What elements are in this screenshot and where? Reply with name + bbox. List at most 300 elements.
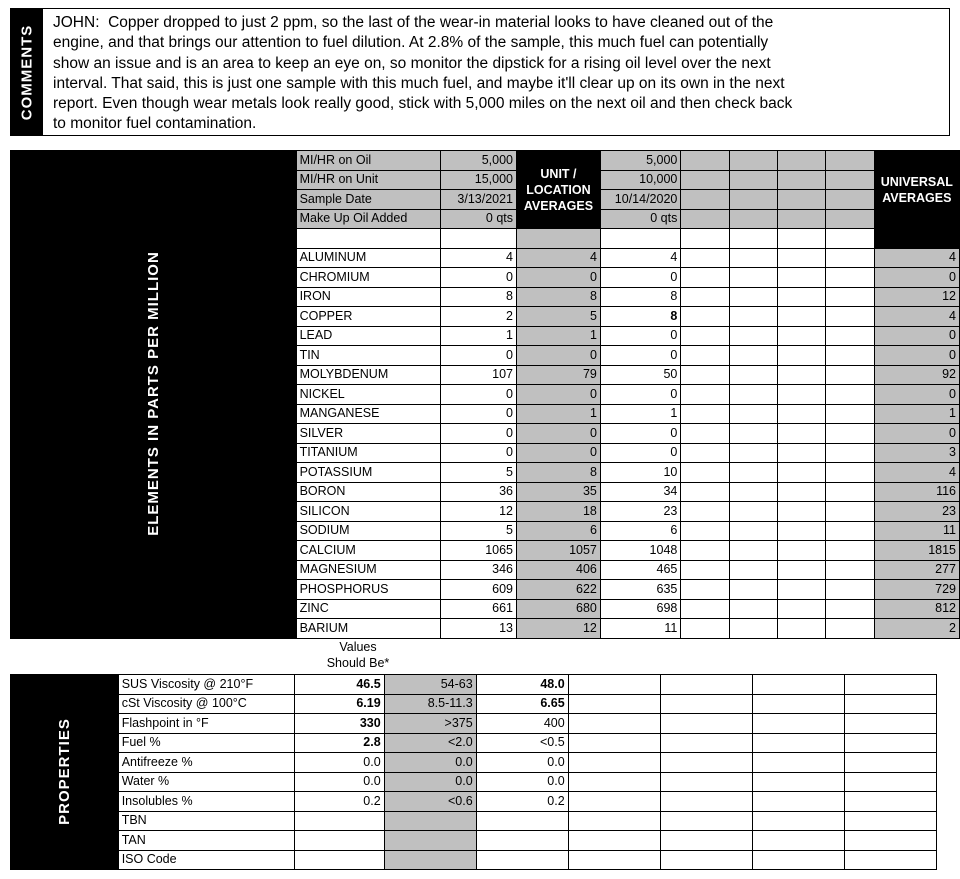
- spacer-cell: [517, 229, 601, 249]
- element-name: SILVER: [296, 424, 441, 444]
- element-universal-average: 4: [874, 307, 959, 327]
- element-universal-average: 812: [874, 599, 959, 619]
- header-empty-cell: [681, 190, 729, 210]
- property-name: Water %: [118, 772, 294, 792]
- property-empty-cell: [844, 792, 936, 812]
- element-universal-average: 3: [874, 443, 959, 463]
- property-empty-cell: [844, 675, 936, 695]
- element-empty-cell: [826, 580, 874, 600]
- property-empty-cell: [568, 714, 660, 734]
- element-universal-average: 4: [874, 248, 959, 268]
- element-empty-cell: [826, 463, 874, 483]
- property-current-value: 0.0: [294, 753, 384, 773]
- element-universal-average: 2: [874, 619, 959, 639]
- header-empty-cell: [826, 190, 874, 210]
- element-name: POTASSIUM: [296, 463, 441, 483]
- element-empty-cell: [777, 424, 825, 444]
- property-empty-cell: [568, 694, 660, 714]
- element-name: BARIUM: [296, 619, 441, 639]
- element-previous-value: 0: [600, 385, 680, 405]
- property-previous-value: 6.65: [476, 694, 568, 714]
- element-empty-cell: [681, 502, 729, 522]
- comments-text: JOHN: Copper dropped to just 2 ppm, so the last of the wear-in material looks to have cleaned out of the engine, and that brings our attention to fuel dilution. At 2.8% of the sample, this much fuel can potentially show an issue and is an area to keep an eye on, so monitor the dipstick for a rising oil level over the next interval. That said, this is just one sample with this much fuel, and maybe it'll clear up on its own in the next report. Even though wear metals look really good, stick with 5,000 miles on the next oil and then check back to monitor fuel contamination.: [53, 14, 793, 133]
- element-current-value: 13: [441, 619, 517, 639]
- property-row: [11, 831, 937, 851]
- element-empty-cell: [826, 287, 874, 307]
- element-previous-value: 34: [600, 482, 680, 502]
- property-empty-cell: [568, 811, 660, 831]
- property-empty-cell: [752, 772, 844, 792]
- element-name: CALCIUM: [296, 541, 441, 561]
- element-universal-average: 0: [874, 346, 959, 366]
- property-row: [11, 811, 937, 831]
- element-previous-value: 10: [600, 463, 680, 483]
- property-should-be-value: 8.5-11.3: [384, 694, 476, 714]
- element-empty-cell: [681, 599, 729, 619]
- element-empty-cell: [777, 560, 825, 580]
- property-empty-cell: [844, 850, 936, 870]
- element-empty-cell: [681, 521, 729, 541]
- properties-side-label-text: PROPERTIES: [55, 718, 73, 825]
- element-empty-cell: [826, 268, 874, 288]
- header-empty-cell: [826, 151, 874, 171]
- property-empty-cell: [660, 850, 752, 870]
- element-unit-average: 0: [517, 443, 601, 463]
- element-name: MAGNESIUM: [296, 560, 441, 580]
- property-empty-cell: [568, 675, 660, 695]
- property-empty-cell: [660, 753, 752, 773]
- element-current-value: 4: [441, 248, 517, 268]
- element-empty-cell: [826, 424, 874, 444]
- properties-table: [10, 674, 937, 870]
- element-empty-cell: [729, 482, 777, 502]
- property-empty-cell: [844, 831, 936, 851]
- element-empty-cell: [777, 619, 825, 639]
- element-empty-cell: [777, 463, 825, 483]
- element-universal-average: 23: [874, 502, 959, 522]
- spacer-cell: [826, 229, 874, 249]
- header-previous-value: 10/14/2020: [600, 190, 680, 210]
- element-name: TITANIUM: [296, 443, 441, 463]
- element-universal-average: 11: [874, 521, 959, 541]
- element-name: MANGANESE: [296, 404, 441, 424]
- property-row: [11, 733, 937, 753]
- element-empty-cell: [729, 424, 777, 444]
- element-empty-cell: [826, 365, 874, 385]
- element-previous-value: 4: [600, 248, 680, 268]
- header-label: Sample Date: [296, 190, 441, 210]
- element-empty-cell: [826, 599, 874, 619]
- property-previous-value: 0.0: [476, 772, 568, 792]
- property-empty-cell: [568, 792, 660, 812]
- element-empty-cell: [826, 307, 874, 327]
- element-empty-cell: [777, 248, 825, 268]
- element-empty-cell: [729, 463, 777, 483]
- element-unit-average: 35: [517, 482, 601, 502]
- header-current-value: 0 qts: [441, 209, 517, 229]
- header-label: MI/HR on Oil: [296, 151, 441, 171]
- element-previous-value: 8: [600, 307, 680, 327]
- element-empty-cell: [681, 404, 729, 424]
- element-current-value: 2: [441, 307, 517, 327]
- property-name: Antifreeze %: [118, 753, 294, 773]
- element-unit-average: 680: [517, 599, 601, 619]
- element-unit-average: 4: [517, 248, 601, 268]
- element-empty-cell: [777, 580, 825, 600]
- element-empty-cell: [729, 385, 777, 405]
- element-current-value: 36: [441, 482, 517, 502]
- header-previous-value: 0 qts: [600, 209, 680, 229]
- element-unit-average: 18: [517, 502, 601, 522]
- element-previous-value: 11: [600, 619, 680, 639]
- property-previous-value: [476, 850, 568, 870]
- comments-side-label: [11, 9, 43, 135]
- element-empty-cell: [681, 560, 729, 580]
- property-empty-cell: [844, 772, 936, 792]
- property-should-be-value: <2.0: [384, 733, 476, 753]
- element-empty-cell: [826, 385, 874, 405]
- element-empty-cell: [681, 541, 729, 561]
- element-current-value: 107: [441, 365, 517, 385]
- element-empty-cell: [729, 443, 777, 463]
- element-empty-cell: [681, 443, 729, 463]
- element-empty-cell: [777, 346, 825, 366]
- element-previous-value: 0: [600, 443, 680, 463]
- element-empty-cell: [681, 424, 729, 444]
- property-empty-cell: [844, 694, 936, 714]
- property-empty-cell: [752, 850, 844, 870]
- property-should-be-value: 0.0: [384, 772, 476, 792]
- element-unit-average: 6: [517, 521, 601, 541]
- spacer-cell: [777, 229, 825, 249]
- element-previous-value: 0: [600, 326, 680, 346]
- property-empty-cell: [660, 772, 752, 792]
- element-empty-cell: [777, 287, 825, 307]
- element-previous-value: 0: [600, 346, 680, 366]
- element-empty-cell: [681, 365, 729, 385]
- element-empty-cell: [777, 268, 825, 288]
- property-row: [11, 714, 937, 734]
- property-empty-cell: [568, 753, 660, 773]
- element-current-value: 609: [441, 580, 517, 600]
- element-unit-average: 622: [517, 580, 601, 600]
- element-current-value: 0: [441, 385, 517, 405]
- header-current-value: 15,000: [441, 170, 517, 190]
- element-name: CHROMIUM: [296, 268, 441, 288]
- element-empty-cell: [777, 521, 825, 541]
- property-row: [11, 675, 937, 695]
- element-empty-cell: [777, 443, 825, 463]
- property-current-value: [294, 850, 384, 870]
- element-current-value: 1065: [441, 541, 517, 561]
- spacer-cell: [600, 229, 680, 249]
- header-empty-cell: [729, 209, 777, 229]
- element-universal-average: 116: [874, 482, 959, 502]
- element-universal-average: 0: [874, 268, 959, 288]
- property-name: ISO Code: [118, 850, 294, 870]
- property-empty-cell: [752, 714, 844, 734]
- property-empty-cell: [752, 792, 844, 812]
- property-name: Insolubles %: [118, 792, 294, 812]
- property-row: [11, 772, 937, 792]
- property-empty-cell: [752, 694, 844, 714]
- element-universal-average: 0: [874, 326, 959, 346]
- element-empty-cell: [729, 268, 777, 288]
- element-universal-average: 277: [874, 560, 959, 580]
- element-empty-cell: [826, 560, 874, 580]
- element-empty-cell: [777, 482, 825, 502]
- element-current-value: 8: [441, 287, 517, 307]
- property-empty-cell: [752, 811, 844, 831]
- element-unit-average: 0: [517, 268, 601, 288]
- header-empty-cell: [777, 151, 825, 171]
- comments-label-text: COMMENTS: [18, 24, 36, 120]
- property-previous-value: [476, 811, 568, 831]
- property-should-be-value: >375: [384, 714, 476, 734]
- property-previous-value: 48.0: [476, 675, 568, 695]
- element-empty-cell: [777, 326, 825, 346]
- element-empty-cell: [681, 326, 729, 346]
- spacer-cell: [874, 229, 959, 249]
- property-name: Flashpoint in °F: [118, 714, 294, 734]
- element-unit-average: 79: [517, 365, 601, 385]
- element-universal-average: 1: [874, 404, 959, 424]
- element-unit-average: 0: [517, 424, 601, 444]
- property-previous-value: 0.2: [476, 792, 568, 812]
- element-empty-cell: [681, 463, 729, 483]
- element-previous-value: 50: [600, 365, 680, 385]
- element-empty-cell: [826, 619, 874, 639]
- spacer-cell: [729, 229, 777, 249]
- element-empty-cell: [681, 482, 729, 502]
- spacer-cell: [681, 229, 729, 249]
- property-current-value: [294, 811, 384, 831]
- element-empty-cell: [681, 580, 729, 600]
- comments-box: [10, 8, 950, 136]
- header-empty-cell: [777, 190, 825, 210]
- element-empty-cell: [729, 326, 777, 346]
- element-current-value: 12: [441, 502, 517, 522]
- property-empty-cell: [660, 831, 752, 851]
- property-should-be-value: 54-63: [384, 675, 476, 695]
- element-empty-cell: [729, 502, 777, 522]
- header-empty-cell: [681, 209, 729, 229]
- property-current-value: 46.5: [294, 675, 384, 695]
- header-empty-cell: [777, 170, 825, 190]
- spacer-cell: [296, 229, 441, 249]
- element-unit-average: 1: [517, 326, 601, 346]
- element-empty-cell: [729, 365, 777, 385]
- property-row: [11, 753, 937, 773]
- element-empty-cell: [777, 541, 825, 561]
- property-empty-cell: [660, 675, 752, 695]
- element-name: IRON: [296, 287, 441, 307]
- element-unit-average: 12: [517, 619, 601, 639]
- property-empty-cell: [568, 831, 660, 851]
- property-previous-value: <0.5: [476, 733, 568, 753]
- element-current-value: 0: [441, 268, 517, 288]
- property-row: [11, 694, 937, 714]
- unit-location-averages-header: UNIT / LOCATION AVERAGES: [517, 151, 601, 229]
- element-empty-cell: [729, 307, 777, 327]
- header-previous-value: 10,000: [600, 170, 680, 190]
- element-previous-value: 0: [600, 268, 680, 288]
- header-label: Make Up Oil Added: [296, 209, 441, 229]
- element-name: BORON: [296, 482, 441, 502]
- element-name: TIN: [296, 346, 441, 366]
- element-empty-cell: [729, 619, 777, 639]
- elements-side-label-text: ELEMENTS IN PARTS PER MILLION: [144, 251, 162, 537]
- property-empty-cell: [844, 714, 936, 734]
- element-empty-cell: [729, 560, 777, 580]
- element-empty-cell: [826, 541, 874, 561]
- element-empty-cell: [681, 619, 729, 639]
- property-current-value: 0.0: [294, 772, 384, 792]
- element-previous-value: 698: [600, 599, 680, 619]
- element-unit-average: 8: [517, 287, 601, 307]
- header-row: [11, 151, 960, 171]
- property-name: TBN: [118, 811, 294, 831]
- element-current-value: 5: [441, 463, 517, 483]
- property-empty-cell: [660, 811, 752, 831]
- property-should-be-value: <0.6: [384, 792, 476, 812]
- header-current-value: 3/13/2021: [441, 190, 517, 210]
- property-empty-cell: [568, 733, 660, 753]
- element-empty-cell: [729, 541, 777, 561]
- element-empty-cell: [777, 599, 825, 619]
- elements-side-label: [11, 151, 297, 639]
- element-empty-cell: [681, 346, 729, 366]
- element-current-value: 346: [441, 560, 517, 580]
- element-empty-cell: [729, 521, 777, 541]
- element-empty-cell: [777, 404, 825, 424]
- element-empty-cell: [826, 404, 874, 424]
- element-empty-cell: [826, 248, 874, 268]
- element-empty-cell: [777, 385, 825, 405]
- element-name: ALUMINUM: [296, 248, 441, 268]
- header-empty-cell: [826, 209, 874, 229]
- element-previous-value: 1048: [600, 541, 680, 561]
- element-empty-cell: [729, 599, 777, 619]
- properties-side-label: [11, 675, 119, 870]
- element-previous-value: 465: [600, 560, 680, 580]
- element-universal-average: 0: [874, 424, 959, 444]
- element-unit-average: 5: [517, 307, 601, 327]
- element-name: PHOSPHORUS: [296, 580, 441, 600]
- element-empty-cell: [826, 346, 874, 366]
- property-empty-cell: [568, 850, 660, 870]
- element-empty-cell: [729, 346, 777, 366]
- property-current-value: 0.2: [294, 792, 384, 812]
- element-previous-value: 23: [600, 502, 680, 522]
- element-current-value: 0: [441, 346, 517, 366]
- element-empty-cell: [777, 365, 825, 385]
- header-empty-cell: [681, 151, 729, 171]
- header-empty-cell: [777, 209, 825, 229]
- element-universal-average: 12: [874, 287, 959, 307]
- element-empty-cell: [777, 307, 825, 327]
- element-name: LEAD: [296, 326, 441, 346]
- element-universal-average: 4: [874, 463, 959, 483]
- property-empty-cell: [752, 831, 844, 851]
- property-should-be-value: [384, 850, 476, 870]
- element-empty-cell: [729, 248, 777, 268]
- universal-averages-header: UNIVERSAL AVERAGES: [874, 151, 959, 229]
- header-empty-cell: [729, 190, 777, 210]
- element-previous-value: 6: [600, 521, 680, 541]
- element-previous-value: 635: [600, 580, 680, 600]
- element-universal-average: 1815: [874, 541, 959, 561]
- header-empty-cell: [729, 151, 777, 171]
- property-empty-cell: [660, 733, 752, 753]
- element-empty-cell: [681, 307, 729, 327]
- property-empty-cell: [752, 733, 844, 753]
- values-should-be-note: Values Should Be*: [326, 640, 390, 670]
- property-should-be-value: [384, 811, 476, 831]
- element-name: ZINC: [296, 599, 441, 619]
- element-empty-cell: [826, 443, 874, 463]
- element-unit-average: 0: [517, 385, 601, 405]
- element-unit-average: 1: [517, 404, 601, 424]
- property-name: Fuel %: [118, 733, 294, 753]
- element-empty-cell: [826, 521, 874, 541]
- property-row: [11, 850, 937, 870]
- element-name: COPPER: [296, 307, 441, 327]
- element-empty-cell: [681, 248, 729, 268]
- property-should-be-value: [384, 831, 476, 851]
- element-universal-average: 0: [874, 385, 959, 405]
- element-empty-cell: [826, 482, 874, 502]
- header-previous-value: 5,000: [600, 151, 680, 171]
- spacer-cell: [441, 229, 517, 249]
- element-current-value: 1: [441, 326, 517, 346]
- element-name: NICKEL: [296, 385, 441, 405]
- property-current-value: 6.19: [294, 694, 384, 714]
- element-empty-cell: [826, 502, 874, 522]
- element-empty-cell: [729, 287, 777, 307]
- property-empty-cell: [844, 753, 936, 773]
- element-empty-cell: [681, 268, 729, 288]
- element-unit-average: 0: [517, 346, 601, 366]
- property-empty-cell: [660, 694, 752, 714]
- property-previous-value: 0.0: [476, 753, 568, 773]
- property-should-be-value: 0.0: [384, 753, 476, 773]
- element-current-value: 661: [441, 599, 517, 619]
- property-empty-cell: [660, 792, 752, 812]
- element-empty-cell: [777, 502, 825, 522]
- property-row: [11, 792, 937, 812]
- element-previous-value: 0: [600, 424, 680, 444]
- header-empty-cell: [681, 170, 729, 190]
- property-name: cSt Viscosity @ 100°C: [118, 694, 294, 714]
- element-previous-value: 8: [600, 287, 680, 307]
- element-current-value: 0: [441, 443, 517, 463]
- property-current-value: 330: [294, 714, 384, 734]
- element-universal-average: 92: [874, 365, 959, 385]
- header-current-value: 5,000: [441, 151, 517, 171]
- element-empty-cell: [826, 326, 874, 346]
- header-empty-cell: [826, 170, 874, 190]
- element-unit-average: 406: [517, 560, 601, 580]
- element-current-value: 5: [441, 521, 517, 541]
- element-name: SODIUM: [296, 521, 441, 541]
- header-empty-cell: [729, 170, 777, 190]
- elements-table: [10, 150, 960, 639]
- element-current-value: 0: [441, 424, 517, 444]
- element-current-value: 0: [441, 404, 517, 424]
- property-empty-cell: [568, 772, 660, 792]
- property-current-value: [294, 831, 384, 851]
